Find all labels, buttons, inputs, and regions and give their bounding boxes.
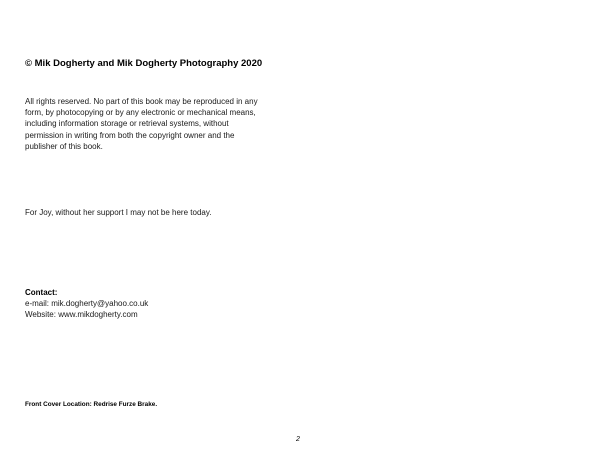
copyright-heading: © Mik Dogherty and Mik Dogherty Photography 2020 — [25, 58, 263, 69]
contact-website: Website: www.mikdogherty.com — [25, 310, 138, 320]
rights-line: All rights reserved. No part of this book may be reproduced in any — [25, 97, 258, 106]
rights-line: including information storage or retrieval systems, without — [25, 119, 229, 129]
rights-line: permission in writing from both the copyright owner and the — [25, 130, 235, 140]
rights-line: publisher of this book. — [25, 141, 103, 151]
rights-line: form, by photocopying or by any electronic or mechanical means, — [25, 108, 256, 118]
rights-paragraph — [25, 96, 285, 152]
contact-email: e-mail: mik.dogherty@yahoo.co.uk — [25, 299, 149, 309]
contact-block — [25, 287, 148, 321]
cover-location-note: Front Cover Location: Redrise Furze Brake. — [25, 401, 158, 408]
page-number: 2 — [296, 436, 300, 443]
contact-heading: Contact: — [25, 288, 58, 297]
dedication-text: For Joy, without her support I may not be here today. — [25, 208, 212, 217]
